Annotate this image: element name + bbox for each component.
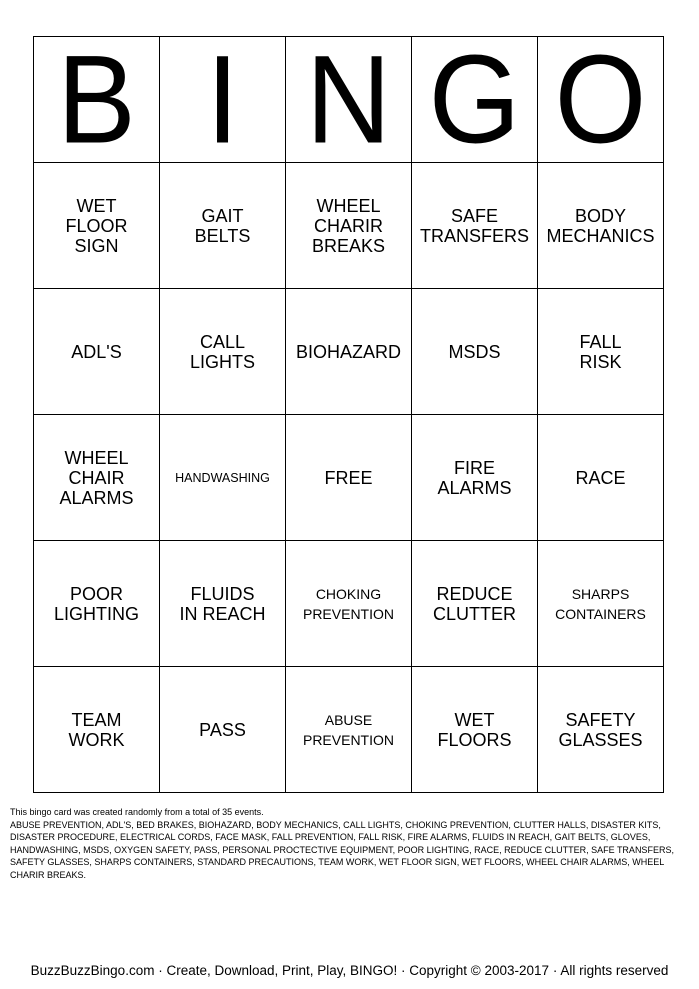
square-label: SAFETY GLASSES	[558, 709, 643, 750]
header-letter-b	[34, 37, 160, 163]
square-label: POOR LIGHTING	[53, 583, 139, 624]
square-label: WET FLOOR SIGN	[65, 195, 128, 256]
bingo-row-1	[34, 163, 664, 289]
bingo-square	[34, 541, 160, 667]
square-label: FALL RISK	[579, 331, 622, 372]
bingo-card	[33, 36, 664, 793]
square-label: GAIT BELTS	[194, 205, 251, 246]
bingo-square	[34, 667, 160, 793]
bingo-square	[286, 667, 412, 793]
square-label: SHARPS CONTAINERS	[555, 585, 646, 622]
square-label: WET FLOORS	[437, 709, 512, 750]
header-letter-o	[538, 37, 664, 163]
header-letter-n	[286, 37, 412, 163]
header-letter-text: G	[428, 36, 521, 163]
header-letter-text: B	[57, 36, 136, 163]
bingo-square	[412, 415, 538, 541]
header-letter-text: O	[554, 36, 647, 163]
bingo-square	[160, 415, 286, 541]
bingo-row-3	[34, 415, 664, 541]
bingo-square	[286, 541, 412, 667]
bingo-square	[412, 667, 538, 793]
header-letter-i	[160, 37, 286, 163]
bingo-square	[160, 667, 286, 793]
bingo-square	[286, 289, 412, 415]
bingo-square	[412, 289, 538, 415]
bingo-header-row	[34, 37, 664, 163]
square-label: BODY MECHANICS	[546, 205, 655, 246]
square-label: CHOKING PREVENTION	[302, 585, 394, 622]
bingo-square	[412, 541, 538, 667]
bingo-square	[34, 415, 160, 541]
square-label: WHEEL CHAIR ALARMS	[59, 447, 134, 508]
bingo-square	[34, 289, 160, 415]
card-info-note	[10, 806, 692, 882]
card-info-intro: This bingo card was created randomly from a total of 35 events.	[10, 807, 264, 817]
square-label: TEAM WORK	[68, 709, 125, 750]
bingo-row-5	[34, 667, 664, 793]
square-label: REDUCE CLUTTER	[432, 583, 516, 624]
copyright-footer: BuzzBuzzBingo.com · Create, Download, Print, Play, BINGO! · Copyright © 2003-2017 · All rights reserved	[30, 963, 669, 978]
free-square	[286, 415, 412, 541]
square-label: BIOHAZARD	[295, 341, 401, 362]
bingo-square	[538, 415, 664, 541]
square-label: CALL LIGHTS	[189, 331, 255, 372]
bingo-square	[538, 163, 664, 289]
bingo-square	[160, 289, 286, 415]
bingo-row-2	[34, 289, 664, 415]
square-label: ABUSE PREVENTION	[302, 711, 394, 748]
bingo-square	[160, 541, 286, 667]
bingo-square	[538, 289, 664, 415]
square-label: WHEEL CHARIR BREAKS	[311, 195, 386, 256]
free-square-label: FREE	[324, 467, 373, 488]
square-label: FLUIDS IN REACH	[179, 583, 266, 624]
square-label: MSDS	[448, 341, 501, 362]
bingo-square	[538, 541, 664, 667]
square-label: SAFE TRANSFERS	[419, 205, 529, 246]
bingo-square	[286, 163, 412, 289]
event-list: ABUSE PREVENTION, ADL'S, BED BRAKES, BIOHAZARD, BODY MECHANICS, CALL LIGHTS, CHOKING PREVENTION, CLUTTER HALLS, DISASTER KITS, DISASTER PROCEDURE, ELECTRICAL CORDS, FACE MASK, FALL PREVENTION, FALL RISK, FIRE ALARMS, FLUIDS IN REACH, GAIT BELTS, GLOVES, HANDWASHING, MSDS, OXYGEN SAFETY, PASS, PERSONAL PROCTECTIVE EQUIPMENT, POOR LIGHTING, RACE, REDUCE CLUTTER, SAFE TRANSFERS, SAFETY GLASSES, SHARPS CONTAINERS, STANDARD PRECAUTIONS, TEAM WORK, WET FLOOR SIGN, WET FLOORS, WHEEL CHAIR ALARMS, WHEEL CHARIR BREAKS.	[10, 819, 674, 880]
bingo-square	[160, 163, 286, 289]
bingo-row-4	[34, 541, 664, 667]
bingo-square	[412, 163, 538, 289]
square-label: PASS	[199, 719, 246, 740]
square-label: FIRE ALARMS	[437, 457, 512, 498]
header-letter-text: N	[305, 36, 392, 163]
square-label: RACE	[575, 467, 626, 488]
square-label: HANDWASHING	[175, 470, 270, 485]
bingo-square	[34, 163, 160, 289]
header-letter-g	[412, 37, 538, 163]
header-letter-text: I	[206, 36, 239, 163]
bingo-square	[538, 667, 664, 793]
square-label: ADL'S	[71, 341, 122, 362]
